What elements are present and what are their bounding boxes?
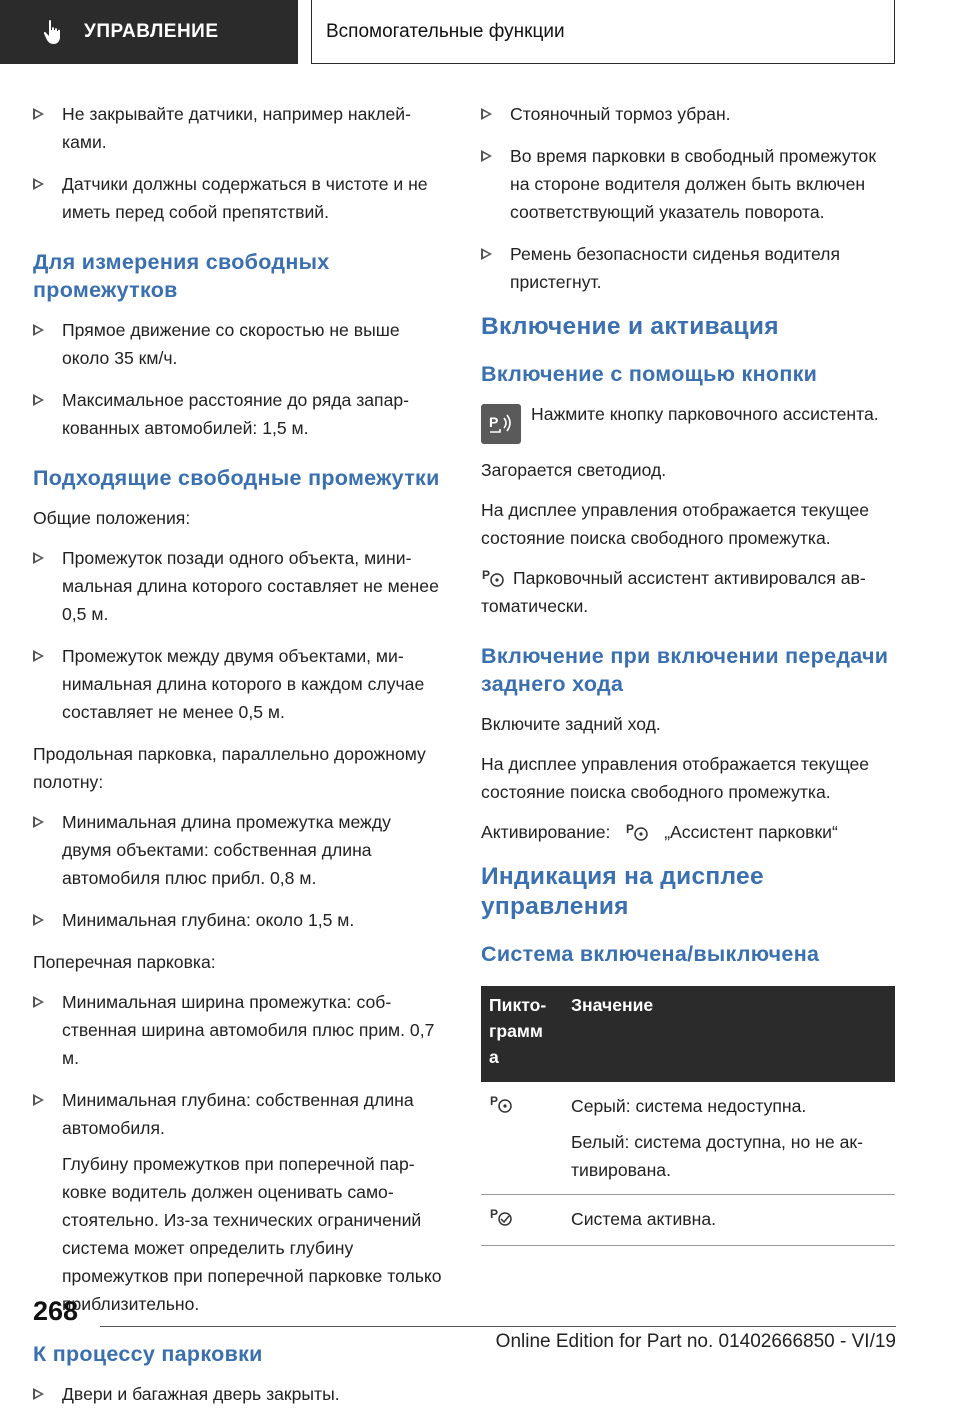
paragraph-parallel: Продольная парковка, параллельно дорожному полотну: bbox=[33, 744, 426, 792]
status-table bbox=[481, 986, 895, 1246]
paragraph-activation: Активирование: P „Ассистент парковки“ bbox=[481, 822, 838, 842]
bullet-arrow-icon bbox=[33, 996, 44, 1008]
list-item: Не закрывайте датчики, например наклейками. bbox=[33, 100, 443, 156]
svg-text:P: P bbox=[490, 1094, 499, 1108]
table-row bbox=[481, 1195, 895, 1246]
bullet-arrow-icon bbox=[33, 914, 44, 926]
footer-divider bbox=[100, 1326, 896, 1327]
list-item: Промежуток позади одного объекта, минимальная длина которого составляет не менее 0,5 м. bbox=[33, 544, 443, 628]
bullet-arrow-icon bbox=[33, 108, 44, 120]
hand-icon bbox=[42, 19, 64, 45]
list-item: Ремень безопасности сиденья водителя пристегнут. bbox=[481, 240, 896, 296]
bullet-arrow-icon bbox=[33, 552, 44, 564]
list-item: Максимальное расстояние до ряда запаркованных автомобилей: 1,5 м. bbox=[33, 386, 443, 442]
parking-assistant-icon bbox=[625, 820, 651, 842]
paragraph-general: Общие положения: bbox=[33, 508, 191, 528]
bullet-arrow-icon bbox=[33, 324, 44, 336]
footer-edition: Online Edition for Part no. 01402666850 - VI/19 bbox=[495, 1331, 896, 1352]
parking-assistant-active-icon bbox=[489, 1205, 515, 1227]
table-cell-meaning: Серый: система недоступна. Белый: система доступна, но не активирована. bbox=[563, 1082, 895, 1195]
bullet-arrow-icon bbox=[33, 1094, 44, 1106]
heading-process: К процессу парковки bbox=[33, 1342, 263, 1366]
svg-text:P: P bbox=[626, 822, 635, 836]
paragraph-reverse: Включите задний ход. bbox=[481, 714, 661, 734]
heading-system: Система включена/выключена bbox=[481, 942, 820, 966]
page-number: 268 bbox=[33, 1296, 79, 1326]
heading-display: Индикация на дисплее управления bbox=[481, 863, 764, 920]
bullet-arrow-icon bbox=[481, 108, 492, 120]
heading-button: Включение с помощью кнопки bbox=[481, 362, 818, 386]
table-cell-meaning: Система активна. bbox=[563, 1195, 895, 1246]
heading-suitable: Подходящие свободные промежутки bbox=[33, 466, 440, 490]
parking-assistant-button-icon bbox=[481, 404, 521, 444]
list-item: Двери и багажная дверь закрыты. bbox=[33, 1380, 443, 1408]
table-header-meaning: Значение bbox=[563, 986, 895, 1082]
svg-text:P: P bbox=[490, 1207, 499, 1221]
list-item: Датчики должны содержаться в чистоте и не иметь перед собой препятствий. bbox=[33, 170, 443, 226]
perp-note: Глубину промежутков при поперечной парковке водитель должен оценивать самостоятельно. Из-за технических ограничений система может определить глубину промежутков при поперечной парковке только приблизительно. bbox=[62, 1154, 442, 1314]
list-item: Минимальная глубина: около 1,5 м. bbox=[33, 906, 443, 934]
paragraph-display-1: На дисплее управления отображается текущее состояние поиска свободного промежутка. bbox=[481, 500, 870, 548]
section-title: УПРАВЛЕНИЕ bbox=[84, 21, 219, 42]
paragraph-display-2: На дисплее управления отображается текущее состояние поиска свободного промежутка. bbox=[481, 754, 870, 802]
bullet-arrow-icon bbox=[33, 816, 44, 828]
paragraph-perpendicular: Поперечная парковка: bbox=[33, 952, 216, 972]
chapter-title: Вспомогательные функции bbox=[326, 20, 565, 42]
parking-assistant-icon bbox=[489, 1092, 515, 1114]
bullet-arrow-icon bbox=[481, 248, 492, 260]
section-tab bbox=[0, 0, 298, 64]
table-cell-icon bbox=[481, 1195, 563, 1246]
list-item: Минимальная ширина промежутка: собственная ширина автомобиля плюс прим. 0,7 м. bbox=[33, 988, 443, 1072]
right-column bbox=[481, 100, 896, 1246]
table-header-pictogram: Пиктограмм а bbox=[481, 986, 563, 1082]
list-item: Минимальная глубина: собственная длина автомобиля. Глубину промежутков при поперечной парковке водитель должен оценивать самостоятельно. Из-за технических ограничений система может определить глубину промежутков при поперечной парковке только приблизительно. bbox=[33, 1086, 443, 1318]
list-item: Промежуток между двумя объектами, минимальная длина которого в каждом случае составляет не менее 0,5 м. bbox=[33, 642, 443, 726]
list-item: Во время парковки в свободный промежуток на стороне водителя должен быть включен соответствующий указатель поворота. bbox=[481, 142, 896, 226]
svg-text:P: P bbox=[482, 568, 491, 582]
bullet-arrow-icon bbox=[33, 1388, 44, 1400]
parking-assistant-icon bbox=[481, 566, 507, 588]
paragraph-auto: P Парковочный ассистент активировался автоматически. bbox=[481, 568, 866, 616]
list-item: Прямое движение со скоростью не выше около 35 км/ч. bbox=[33, 316, 443, 372]
chapter-header bbox=[311, 0, 895, 64]
heading-measure: Для измерения свободных промежутков bbox=[33, 250, 330, 302]
list-item: Минимальная длина промежутка между двумя объектами: собственная длина автомобиля плюс прибл. 0,8 м. bbox=[33, 808, 443, 892]
bullet-arrow-icon bbox=[33, 650, 44, 662]
table-header bbox=[481, 986, 895, 1082]
table-cell-icon bbox=[481, 1082, 563, 1195]
bullet-arrow-icon bbox=[33, 394, 44, 406]
table-row bbox=[481, 1082, 895, 1195]
button-instruction bbox=[481, 400, 896, 444]
left-column bbox=[33, 100, 443, 1422]
svg-text:P: P bbox=[489, 414, 499, 430]
button-instruction-text: Нажмите кнопку парковочного ассистента. bbox=[531, 404, 879, 424]
bullet-arrow-icon bbox=[33, 178, 44, 190]
heading-enable: Включение и активация bbox=[481, 313, 779, 340]
heading-reverse: Включение при включении передачи заднего хода bbox=[481, 644, 889, 696]
paragraph-led: Загорается светодиод. bbox=[481, 460, 667, 480]
bullet-arrow-icon bbox=[481, 150, 492, 162]
list-item: Стояночный тормоз убран. bbox=[481, 100, 896, 128]
